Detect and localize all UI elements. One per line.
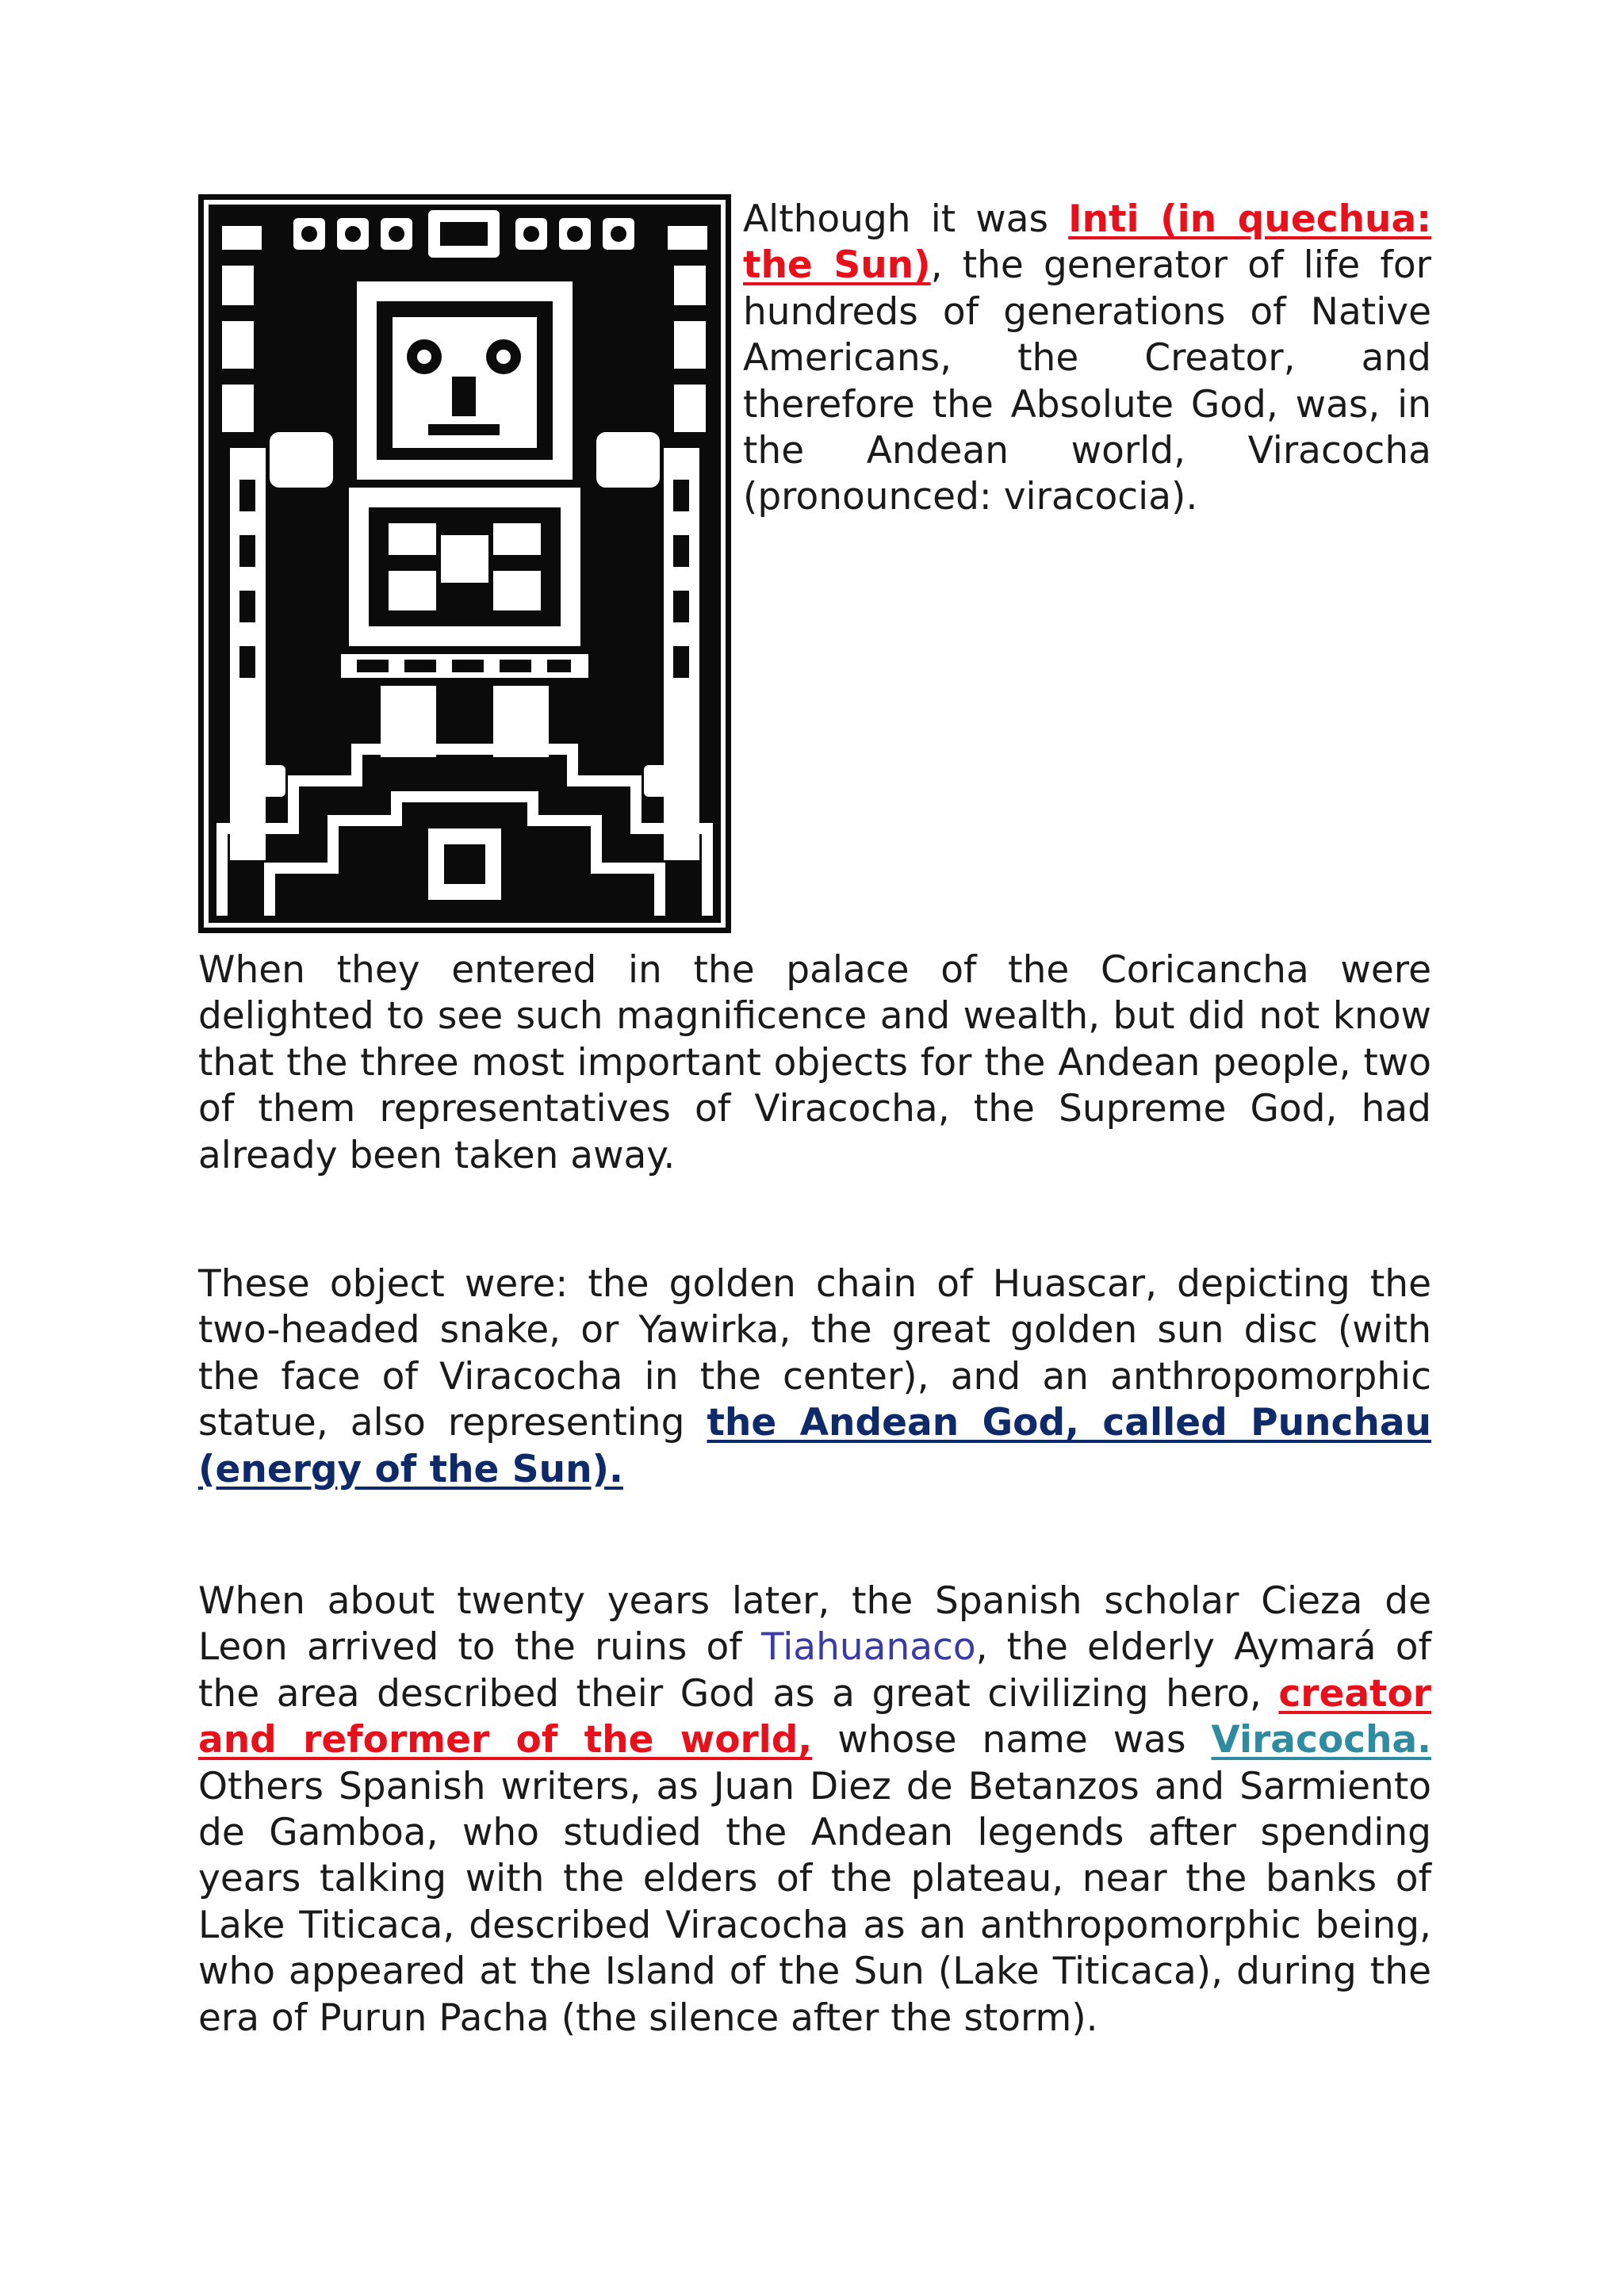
cieza-text-3: whose name was — [812, 1718, 1212, 1762]
intro-paragraph — [743, 197, 1431, 521]
creator-link[interactable]: creator and reformer of the world, — [198, 1671, 1431, 1762]
intro-text-1: Although it was — [743, 197, 1069, 241]
cieza-text-2: , the elderly Aymará of the area described their God as a great civilizing hero, — [198, 1625, 1431, 1716]
punchau-link[interactable]: the Andean God, called Punchau (energy of the Sun). — [198, 1401, 1431, 1491]
tiahuanaco-link[interactable]: Tiahuanaco — [760, 1625, 976, 1670]
objects-text: These object were: the golden chain of Huascar, depicting the two-headed snake, or Yawirka, the great golden sun disc (with the face of Viracocha in the center), and an anthropomorphic statue, also representing — [198, 1262, 1431, 1445]
coricancha-paragraph — [198, 947, 1431, 1179]
viracocha-stone-relief-icon — [198, 194, 731, 933]
coricancha-text: When they entered in the palace of the Coricancha were delighted to see such magnificence and wealth, but did not know that the three most important objects for the Andean people, two of them representatives of Viracocha, the Supreme God, had already been taken away. — [198, 948, 1431, 1177]
inti-link[interactable]: Inti (in quechua: the Sun) — [743, 197, 1431, 288]
viracocha-link[interactable]: Viracocha. — [1211, 1718, 1431, 1762]
cieza-paragraph — [198, 1578, 1431, 2042]
cieza-text-1: When about twenty years later, the Spanish scholar Cieza de Leon arrived to the ruins of — [198, 1579, 1431, 1670]
intro-text-2: , the generator of life for hundreds of generations of Native Americans, the Creator, and therefore the Absolute God, was, in the Andean world, Viracocha (pronounced: viracocia). — [743, 243, 1431, 519]
cieza-text-4: Others Spanish writers, as Juan Diez de Betanzos and Sarmiento de Gamboa, who studied the Andean legends after spending years talking with the elders of the plateau, near the banks of Lake Titicaca, described Viracocha as an anthropomorphic being, who appeared at the Island of the Sun (Lake Titicaca), during the era of Purun Pacha (the silence after the storm). — [198, 1764, 1431, 2040]
viracocha-relief-image — [198, 194, 731, 933]
objects-paragraph — [198, 1261, 1431, 1493]
